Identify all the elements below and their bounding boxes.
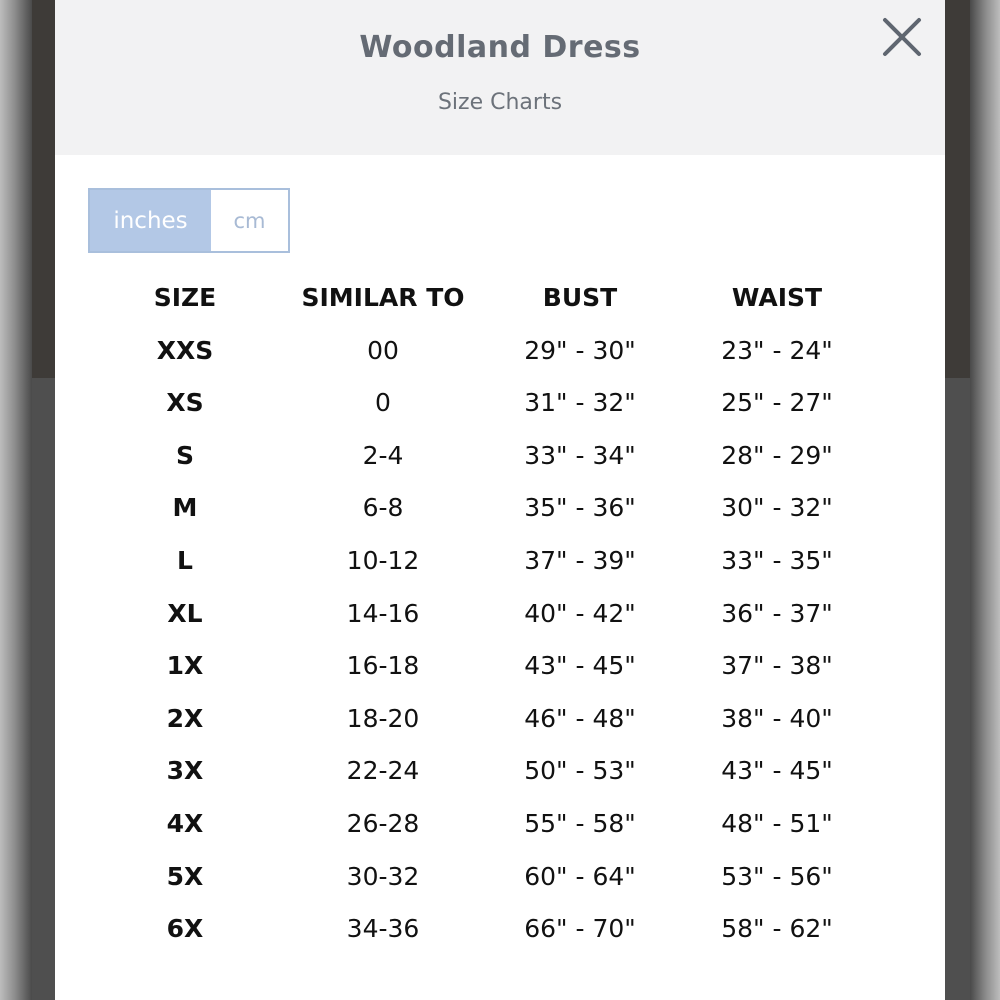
size-cell: XXS bbox=[156, 335, 214, 365]
size-cell: S bbox=[175, 440, 194, 470]
modal-header bbox=[55, 0, 945, 155]
bust-cell: 37" - 39" bbox=[524, 545, 636, 575]
bust-cell: 50" - 53" bbox=[524, 756, 636, 786]
waist-cell: 23" - 24" bbox=[721, 335, 833, 365]
table-row bbox=[55, 485, 945, 538]
waist-cell: 48" - 51" bbox=[721, 808, 833, 838]
waist-cell: 28" - 29" bbox=[721, 440, 833, 470]
bust-cell: 66" - 70" bbox=[524, 914, 636, 944]
similar-to-cell: 16-18 bbox=[346, 651, 420, 681]
header-waist: WAIST bbox=[731, 283, 823, 312]
similar-to-cell: 6-8 bbox=[362, 493, 404, 523]
bust-cell: 40" - 42" bbox=[524, 598, 636, 628]
bust-cell: 35" - 36" bbox=[524, 493, 636, 523]
header-bust: BUST bbox=[542, 283, 618, 312]
table-row bbox=[55, 801, 945, 854]
bust-cell: 33" - 34" bbox=[524, 440, 636, 470]
bust-cell: 46" - 48" bbox=[524, 703, 636, 733]
bust-cell: 60" - 64" bbox=[524, 861, 636, 891]
close-icon bbox=[875, 14, 931, 66]
similar-to-cell: 10-12 bbox=[346, 545, 420, 575]
similar-to-cell: 18-20 bbox=[346, 703, 420, 733]
unit-inches-option[interactable]: inches bbox=[90, 190, 211, 251]
header-size: SIZE bbox=[153, 283, 217, 312]
modal-title: Woodland Dress bbox=[359, 30, 641, 65]
waist-cell: 30" - 32" bbox=[721, 493, 833, 523]
waist-cell: 53" - 56" bbox=[721, 861, 833, 891]
similar-to-cell: 22-24 bbox=[346, 756, 420, 786]
table-row bbox=[55, 696, 945, 749]
page-edge-left bbox=[0, 0, 32, 1000]
size-cell: 4X bbox=[166, 808, 204, 838]
waist-cell: 36" - 37" bbox=[721, 598, 833, 628]
table-row bbox=[55, 748, 945, 801]
size-cell: 5X bbox=[166, 861, 204, 891]
size-cell: 6X bbox=[166, 914, 204, 944]
table-row bbox=[55, 854, 945, 907]
bust-cell: 31" - 32" bbox=[524, 388, 636, 418]
size-cell: 3X bbox=[166, 756, 204, 786]
size-cell: 2X bbox=[166, 703, 204, 733]
size-chart-table bbox=[55, 275, 945, 959]
similar-to-cell: 30-32 bbox=[346, 861, 420, 891]
unit-cm-option[interactable]: cm bbox=[211, 190, 288, 251]
size-cell: 1X bbox=[166, 651, 204, 681]
similar-to-cell: 0 bbox=[375, 388, 391, 418]
size-cell: XS bbox=[166, 388, 204, 418]
similar-to-cell: 2-4 bbox=[362, 440, 404, 470]
header-similar-to: SIMILAR TO bbox=[301, 283, 465, 312]
table-row bbox=[55, 906, 945, 959]
similar-to-cell: 34-36 bbox=[346, 914, 420, 944]
similar-to-cell: 14-16 bbox=[346, 598, 420, 628]
table-row bbox=[55, 380, 945, 433]
waist-cell: 43" - 45" bbox=[721, 756, 833, 786]
table-row bbox=[55, 433, 945, 486]
table-header-row bbox=[55, 275, 945, 328]
waist-cell: 58" - 62" bbox=[721, 914, 833, 944]
bust-cell: 55" - 58" bbox=[524, 808, 636, 838]
waist-cell: 33" - 35" bbox=[721, 545, 833, 575]
waist-cell: 37" - 38" bbox=[721, 651, 833, 681]
size-chart-modal bbox=[55, 0, 945, 1000]
waist-cell: 38" - 40" bbox=[721, 703, 833, 733]
size-cell: L bbox=[177, 545, 193, 575]
modal-subtitle: Size Charts bbox=[437, 90, 563, 115]
page-edge-right bbox=[970, 0, 1000, 1000]
table-row bbox=[55, 591, 945, 644]
similar-to-cell: 00 bbox=[367, 335, 399, 365]
bust-cell: 43" - 45" bbox=[524, 651, 636, 681]
similar-to-cell: 26-28 bbox=[346, 808, 420, 838]
table-row bbox=[55, 643, 945, 696]
close-button[interactable] bbox=[875, 14, 931, 66]
unit-toggle bbox=[88, 188, 290, 253]
table-row bbox=[55, 328, 945, 381]
waist-cell: 25" - 27" bbox=[721, 388, 833, 418]
size-cell: XL bbox=[167, 598, 203, 628]
table-row bbox=[55, 538, 945, 591]
size-cell: M bbox=[172, 493, 198, 523]
bust-cell: 29" - 30" bbox=[524, 335, 636, 365]
